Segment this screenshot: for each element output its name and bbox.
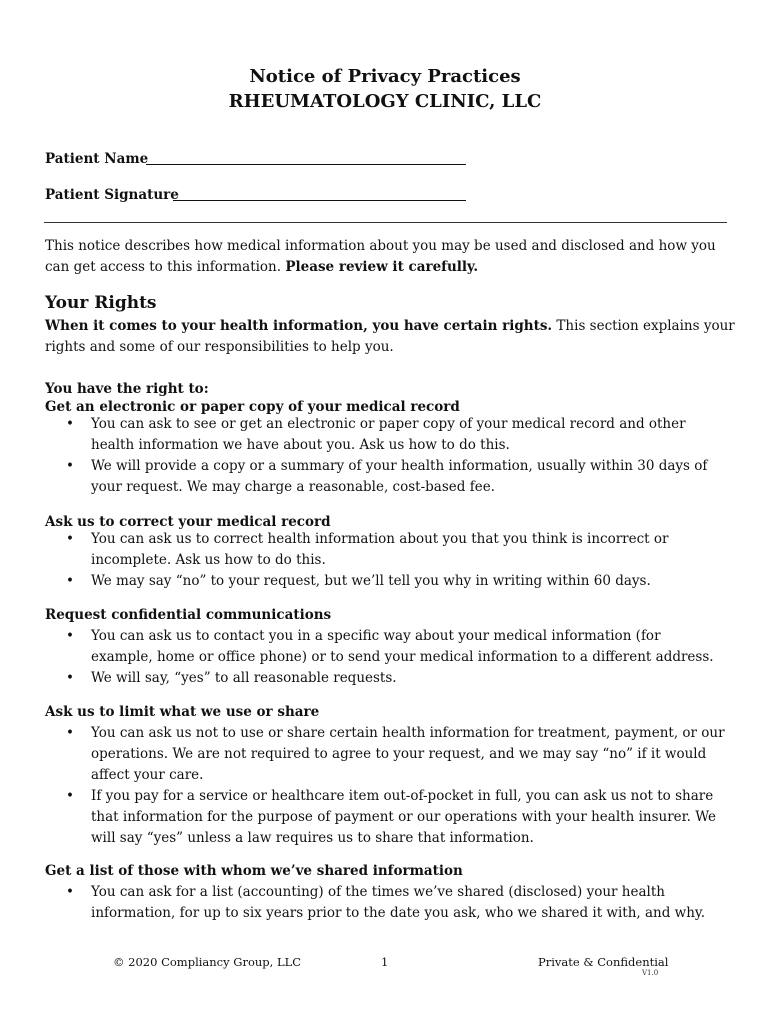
- footer-copyright: © 2020 Compliancy Group, LLC: [113, 955, 302, 969]
- list-item-text: You can ask us not to use or share certain health information for treatment, payment, or our operations. We are not required to agree to your request, and we may say “no” if it would affect your care.: [91, 725, 725, 783]
- bullet-icon: •: [66, 531, 74, 547]
- list-item: [66, 571, 726, 592]
- patient-signature-label: Patient Signature: [45, 187, 179, 203]
- list-item: [66, 626, 726, 668]
- document-title: Notice of Privacy Practices: [249, 66, 521, 87]
- intro-text: This notice describes how medical information about you may be used and disclosed and how you can get access to this information.: [45, 238, 716, 275]
- list-item: [66, 414, 726, 456]
- patient-name-field[interactable]: [146, 164, 466, 165]
- list-item-text: If you pay for a service or healthcare item out-of-pocket in full, you can ask us not to share that information for the purpose of payment or our operations with your health insurer. We will say “yes” unless a law requires us to share that information.: [91, 788, 716, 846]
- intro-bold: Please review it carefully.: [285, 259, 479, 275]
- bullet-icon: •: [66, 416, 74, 432]
- list-item-text: You can ask for a list (accounting) of the times we’ve shared (disclosed) your health information, for up to six years prior to the date you ask, who we shared it with, and why.: [91, 884, 706, 921]
- section-heading: Get an electronic or paper copy of your medical record: [45, 399, 460, 415]
- list-item-text: We will say, “yes” to all reasonable requests.: [91, 670, 397, 686]
- list-item-text: We will provide a copy or a summary of your health information, usually within 30 days of your request. We may charge a reasonable, cost-based fee.: [91, 458, 708, 495]
- page-number: 1: [381, 955, 389, 969]
- your-rights-intro-text: This section explains your rights and some of our responsibilities to help you.: [45, 318, 735, 355]
- section-heading: Ask us to correct your medical record: [45, 514, 331, 530]
- footer-confidential: Private & Confidential: [538, 955, 669, 969]
- patient-name-label: Patient Name: [45, 151, 149, 167]
- section-divider: [44, 222, 727, 223]
- list-item: [66, 456, 726, 498]
- bullet-icon: •: [66, 458, 74, 474]
- bullet-icon: •: [66, 725, 74, 741]
- right-to-heading: You have the right to:: [45, 381, 209, 397]
- bullet-icon: •: [66, 573, 74, 589]
- list-item: [66, 723, 726, 786]
- intro-paragraph: [45, 236, 735, 278]
- clinic-name: RHEUMATOLOGY CLINIC, LLC: [228, 91, 542, 112]
- version-label: V1.0: [642, 969, 659, 977]
- list-item: [66, 668, 726, 689]
- bullet-icon: •: [66, 628, 74, 644]
- bullet-icon: •: [66, 884, 74, 900]
- section-heading: Request confidential communications: [45, 607, 332, 623]
- your-rights-intro: [45, 316, 735, 358]
- section-heading: Ask us to limit what we use or share: [45, 704, 320, 720]
- your-rights-heading: Your Rights: [45, 293, 157, 313]
- patient-signature-field[interactable]: [173, 200, 466, 201]
- section-heading: Get a list of those with whom we’ve shared information: [45, 863, 463, 879]
- list-item: [66, 786, 726, 849]
- list-item-text: You can ask to see or get an electronic or paper copy of your medical record and other health information we have about you. Ask us how to do this.: [91, 416, 686, 453]
- list-item-text: We may say “no” to your request, but we’ll tell you why in writing within 60 days.: [91, 573, 651, 589]
- bullet-icon: •: [66, 788, 74, 804]
- bullet-icon: •: [66, 670, 74, 686]
- list-item: [66, 529, 726, 571]
- your-rights-intro-bold: When it comes to your health information, you have certain rights.: [45, 318, 553, 334]
- list-item: [66, 882, 726, 924]
- list-item-text: You can ask us to correct health information about you that you think is incorrect or incomplete. Ask us how to do this.: [91, 531, 669, 568]
- list-item-text: You can ask us to contact you in a specific way about your medical information (for example, home or office phone) or to send your medical information to a different address.: [91, 628, 714, 665]
